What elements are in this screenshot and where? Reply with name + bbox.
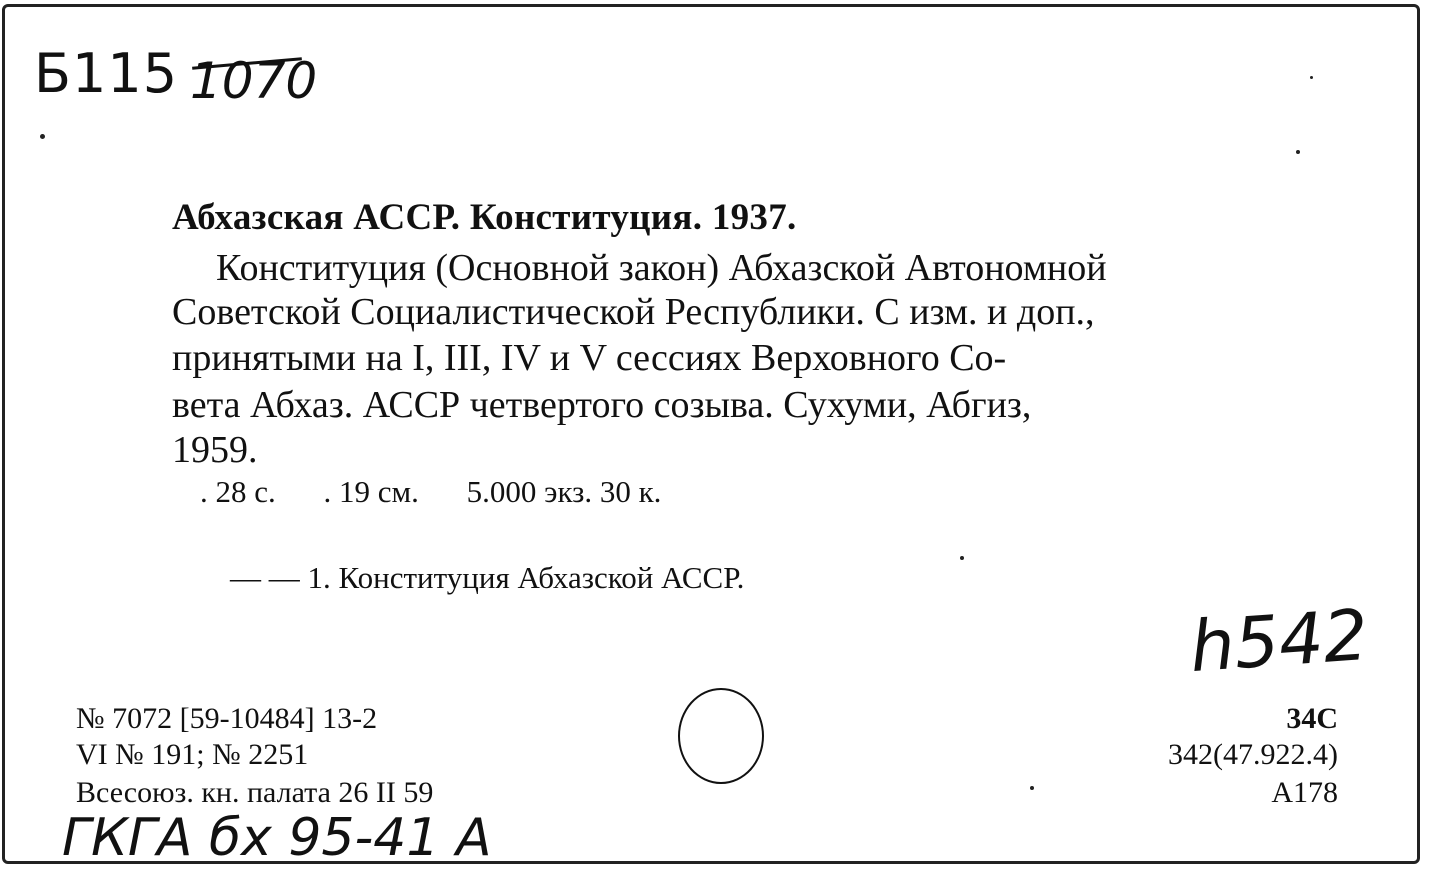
registration-line: № 7072 [59-10484] 13-2	[76, 702, 378, 735]
collation-print-run: 5.000 экз. 30 к.	[466, 474, 662, 509]
description-line: 1959.	[172, 429, 258, 471]
description-line: принятыми на I, III, IV и V сессиях Верховного Со-	[172, 337, 1007, 379]
collation-pages: . 28 с.	[200, 474, 276, 509]
inventory-handwritten: ГКГА бх 95-41 А	[62, 808, 492, 868]
shelfmark-number-handwritten: 1070	[190, 52, 318, 110]
dust-speck	[40, 134, 45, 139]
dust-speck	[1296, 150, 1300, 154]
handwritten-number: h542	[1187, 593, 1371, 689]
dust-speck	[960, 556, 964, 560]
dust-speck	[1030, 786, 1034, 790]
card-punch-hole	[678, 688, 764, 784]
collation-size: . 19 см.	[323, 474, 419, 509]
description-line: Конституция (Основной закон) Абхазской Автономной	[216, 247, 1107, 289]
collation	[200, 474, 701, 510]
classification-line: 34С	[1286, 702, 1338, 735]
subject-heading: — — 1. Конституция Абхазской АССР.	[230, 560, 745, 595]
entry-heading: Абхазская АССР. Конституция. 1937.	[172, 197, 797, 238]
description-line: вета Абхаз. АССР четвертого созыва. Сухуми, Абгиз,	[172, 384, 1032, 426]
registration-line: VI № 191; № 2251	[76, 738, 309, 771]
dust-speck	[1310, 76, 1313, 79]
description-line: Советской Социалистической Республики. С изм. и доп.,	[172, 291, 1095, 333]
shelfmark-handwritten: Б115	[34, 42, 179, 105]
registration-line: Всесоюз. кн. палата 26 II 59	[76, 776, 434, 809]
classification-line: А178	[1271, 776, 1338, 809]
classification-line: 342(47.922.4)	[1168, 738, 1338, 771]
